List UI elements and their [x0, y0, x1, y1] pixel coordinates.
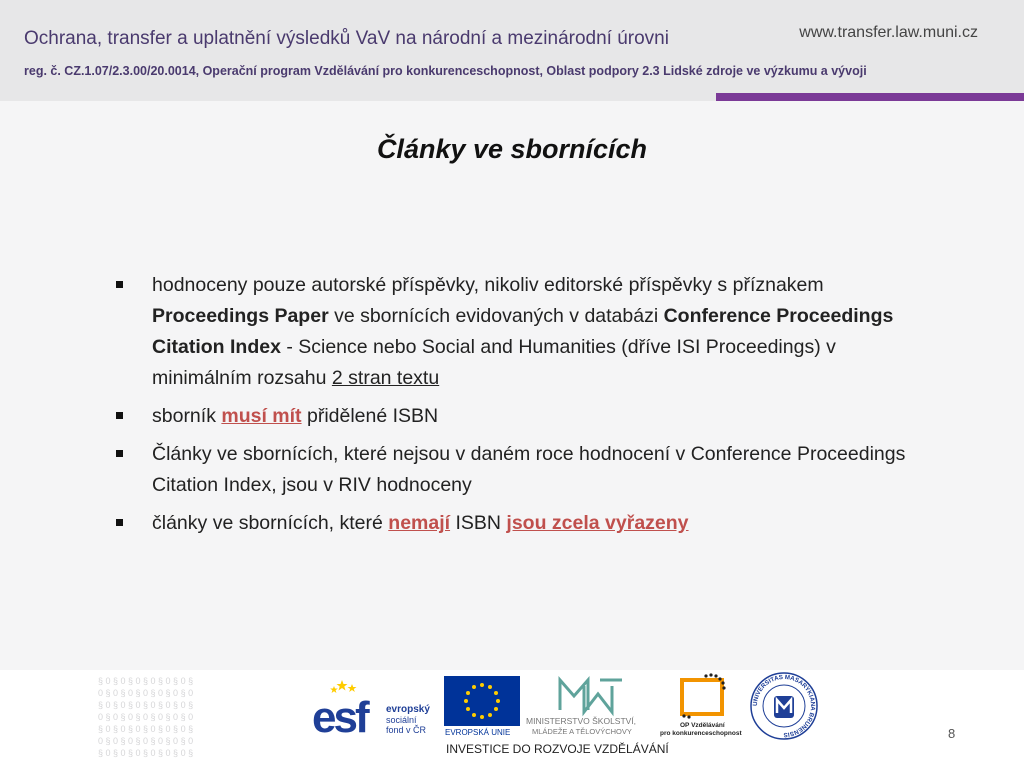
bullet-list [112, 270, 932, 546]
svg-text:§ 0 § 0 § 0 § 0 § 0 § 0 §: § 0 § 0 § 0 § 0 § 0 § 0 § [98, 700, 194, 710]
esf-logo [312, 676, 438, 736]
project-url[interactable]: www.transfer.law.muni.cz [799, 24, 978, 41]
msmt-logo [526, 672, 654, 736]
header-bar [0, 0, 1024, 101]
bullet-text: ve sbornících evidovaných v databázi [328, 305, 664, 327]
square-bullet-icon [116, 281, 123, 288]
svg-text:§ 0 § 0 § 0 § 0 § 0 § 0 §: § 0 § 0 § 0 § 0 § 0 § 0 § [98, 676, 194, 686]
square-bullet-icon [116, 450, 123, 457]
paragraph-pattern-icon [96, 674, 256, 766]
accent-line [716, 93, 1024, 101]
bullet-text: přidělené ISBN [301, 405, 439, 427]
bullet-item [112, 508, 932, 539]
bullet-emphasis-text: jsou zcela vyřazeny [506, 512, 689, 534]
svg-text:0 § 0 § 0 § 0 § 0 § 0 § 0: 0 § 0 § 0 § 0 § 0 § 0 § 0 [98, 712, 194, 722]
svg-text:MLÁDEŽE A TĚLOVÝCHOVY: MLÁDEŽE A TĚLOVÝCHOVY [532, 727, 632, 736]
project-registration: reg. č. CZ.1.07/2.3.00/20.0014, Operační program Vzdělávání pro konkurenceschopnost, Oblast podpory 2.3 Lidské zdroje ve výzkumu a vývoji [24, 64, 867, 78]
svg-text:0 § 0 § 0 § 0 § 0 § 0 § 0: 0 § 0 § 0 § 0 § 0 § 0 § 0 [98, 688, 194, 698]
square-bullet-icon [116, 519, 123, 526]
slide-title: Články ve sbornících [376, 134, 648, 164]
bullet-item [112, 439, 932, 501]
bullet-item [112, 401, 932, 432]
svg-text:evropský: evropský [386, 704, 430, 715]
svg-text:OP Vzdělávání: OP Vzdělávání [680, 722, 725, 729]
bullet-text: - Science nebo Social and Humanities (dříve ISI Proceedings) v minimálním rozsahu [152, 336, 836, 389]
svg-text:UNIVERSITAS MASARYKIANA BRUNEN: UNIVERSITAS MASARYKIANA BRUNENSIS [751, 673, 817, 739]
bullet-text: hodnoceny pouze autorské příspěvky, nikoliv editorské příspěvky s příznakem [152, 274, 824, 296]
op-vzdelavani-logo [660, 672, 748, 738]
footer-logos [0, 670, 1024, 768]
svg-text:sociální: sociální [386, 715, 417, 725]
svg-text:MINISTERSTVO ŠKOLSTVÍ,: MINISTERSTVO ŠKOLSTVÍ, [526, 716, 637, 726]
svg-text:§ 0 § 0 § 0 § 0 § 0 § 0 §: § 0 § 0 § 0 § 0 § 0 § 0 § [98, 748, 194, 758]
investice-slogan: INVESTICE DO ROZVOJE VZDĚLÁVÁNÍ [446, 742, 669, 756]
square-bullet-icon [116, 412, 123, 419]
bullet-text: ISBN [450, 512, 507, 534]
svg-text:§ 0 § 0 § 0 § 0 § 0 § 0 §: § 0 § 0 § 0 § 0 § 0 § 0 § [98, 724, 194, 734]
bullet-text: sborník [152, 405, 222, 427]
svg-text:EVROPSKÁ UNIE: EVROPSKÁ UNIE [445, 728, 511, 736]
svg-text:fond v ČR: fond v ČR [386, 725, 427, 735]
project-title: Ochrana, transfer a uplatnění výsledků VaV na národní a mezinárodní úrovni [24, 28, 669, 49]
bullet-emphasis-text: nemají [388, 512, 451, 534]
eu-flag-logo [444, 676, 520, 736]
bullet-text: články ve sbornících, které [152, 512, 389, 534]
bullet-item [112, 270, 932, 394]
svg-text:pro konkurenceschopnost: pro konkurenceschopnost [660, 730, 742, 737]
bullet-bold-text: Proceedings Paper [152, 305, 329, 327]
bullet-text: Články ve sbornících, které nejsou v daném roce hodnocení v Conference Proceedings Citation Index, jsou v RIV hodnoceny [152, 443, 906, 496]
masaryk-university-seal-logo [750, 672, 818, 740]
bullet-bold-text: Conference Proceedings Citation Index [152, 305, 894, 358]
page-number: 8 [948, 726, 956, 741]
bullet-emphasis-text: musí mít [221, 405, 302, 427]
svg-text:esf: esf [312, 693, 367, 736]
bullet-underlined-text: 2 stran textu [331, 367, 440, 389]
slide-content [0, 101, 1024, 670]
svg-text:0 § 0 § 0 § 0 § 0 § 0 § 0: 0 § 0 § 0 § 0 § 0 § 0 § 0 [98, 736, 194, 746]
